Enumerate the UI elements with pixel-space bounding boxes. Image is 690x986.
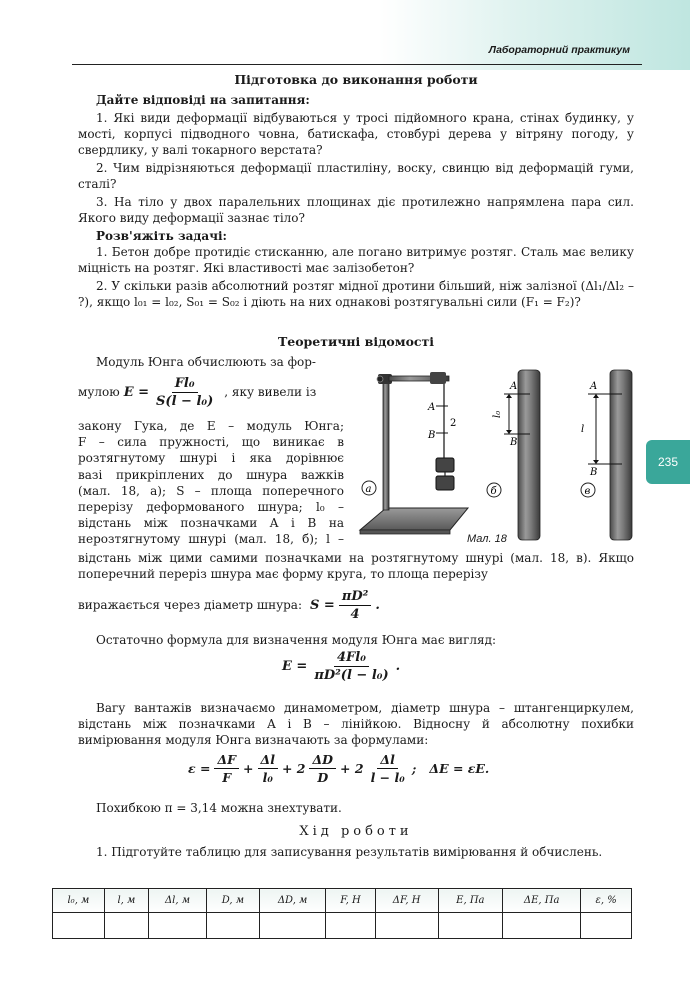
table-cell	[259, 913, 326, 939]
question-3: 3. На тіло у двох паралельних площинах діє протилежно напрямлена пара сил. Якого виду деформації зазнає тіло?	[78, 195, 634, 226]
figure-caption: Мал. 18	[467, 533, 507, 545]
table-cell	[207, 913, 260, 939]
header-band	[0, 0, 690, 70]
young-formula	[124, 376, 221, 409]
page-number-tab: 235	[646, 440, 690, 484]
header-rule	[72, 64, 642, 65]
arm-clamp	[430, 372, 446, 384]
question-2: 2. Чим відрізняються деформації пластиліну, воску, свинцю від деформацій гуми, сталі?	[78, 161, 634, 192]
final-formula-lhs: E =	[282, 659, 308, 674]
label-l0: l₀	[492, 410, 503, 418]
table-cell	[581, 913, 632, 939]
label-l: l	[581, 424, 585, 435]
table-cell	[326, 913, 375, 939]
question-1: 1. Які види деформації відбуваються у тросі підйомного крана, стінах будинку, у мості, корпусі підводного човна, батискафа, стовбурі дерева у вітряну погоду, у свердлику, у валі токарного верстата?	[78, 111, 634, 158]
area-formula	[310, 589, 380, 622]
final-numerator: 4Fl₀	[334, 650, 369, 667]
table-cell	[438, 913, 502, 939]
err-semicolon: ;	[411, 761, 430, 776]
area-formula-lhs: S =	[310, 597, 335, 613]
pi-note: Похибкою π = 3,14 можна знехтувати.	[96, 801, 342, 815]
theory-continuation: відстань між цими самими позначками на розтягнутому шнурі (мал. 18, в). Якщо поперечний переріз шнура має форму круга, то площа перерізу	[78, 551, 634, 582]
err-frac-2-num: Δl	[258, 752, 278, 769]
err-plus-2: + 2	[281, 761, 306, 776]
err-frac-1-num: ΔF	[214, 752, 239, 769]
task-1: 1. Бетон добре протидіє стисканню, але погано витримує розтяг. Сталь має велику міцність на розтяг. Які властивості має залізобетон?	[78, 245, 634, 276]
questions-heading: Дайте відповіді на запитання:	[96, 93, 310, 107]
l0-arrow-top	[506, 394, 512, 398]
table-header-cell: D, м	[207, 889, 260, 913]
clamp-screw	[377, 376, 383, 382]
weights-text: Вагу вантажів визначаємо динамометром, діаметр шнура – штангенциркулем, відстань між позначками A і B – лінійкою. Відносну й абсолютну похибки вимірювання модуля Юнга визначають за формулами:	[78, 701, 634, 748]
err-plus-1: +	[243, 761, 254, 776]
err-frac-3	[309, 752, 336, 785]
table-cell	[148, 913, 206, 939]
table-header-cell: E, Па	[438, 889, 502, 913]
err-frac-2	[258, 752, 278, 785]
area-numerator: πD²	[339, 589, 371, 606]
running-head: Лабораторний практикум	[488, 44, 630, 56]
section-title-preparation: Підготовка до виконання роботи	[234, 72, 478, 87]
body-line: (мал. 18, а); S – площа поперечного	[78, 483, 344, 498]
table-header-cell: ΔE, Па	[503, 889, 581, 913]
work-step-1: 1. Підготуйте таблицю для записування результатів вимірювання й обчислень.	[96, 845, 603, 859]
stand-base-edge	[360, 530, 450, 534]
table-header-cell: Δl, м	[148, 889, 206, 913]
theory-intro-line: Модуль Юнга обчислюють за фор-	[96, 355, 316, 369]
label-c-text: в	[584, 486, 591, 497]
label-b-left: B	[428, 430, 436, 441]
body-line: відстань між позначками A і B на	[78, 516, 344, 531]
err-tail: ΔE = εE.	[429, 761, 490, 776]
label-a-text: а	[365, 484, 372, 495]
err-lhs: ε =	[188, 761, 211, 776]
body-line: перерізу деформованого шнура; l₀ –	[78, 500, 344, 515]
final-formula	[282, 650, 400, 683]
theory-young-row	[78, 372, 348, 412]
table-header-cell: F, Н	[326, 889, 375, 913]
task-2: 2. У скільки разів абсолютний розтяг мідної дротини більший, ніж залізної (Δl₁/Δl₂ – ?), якщо l₀₁ = l₀₂, S₀₁ = S₀₂ і діють на них однакові розтягувальні сили (F₁ = F₂)?	[78, 279, 634, 310]
table-cell	[375, 913, 438, 939]
young-denominator: S(l − l₀)	[156, 393, 214, 409]
table-header-row	[53, 889, 632, 913]
weight-1	[436, 458, 454, 472]
label-a-left: A	[428, 402, 436, 413]
err-frac-1	[214, 752, 239, 785]
area-denominator: 4	[350, 606, 360, 622]
final-denominator: πD²(l − l₀)	[314, 668, 389, 683]
l0-arrow-bottom	[506, 430, 512, 434]
label-b-b: B	[510, 437, 518, 448]
error-formula	[188, 752, 489, 785]
young-formula-lhs: E =	[123, 384, 150, 400]
err-frac-1-den: F	[222, 770, 232, 785]
results-table	[52, 888, 632, 939]
err-frac-3-num: ΔD	[309, 752, 336, 769]
label-two: 2	[450, 418, 457, 429]
body-line: F – сила пружності, що виникає в	[78, 435, 344, 450]
final-text: Остаточно формула для визначення модуля Юнга має вигляд:	[96, 633, 497, 647]
table-cell	[53, 913, 105, 939]
theory-intro-right: , яку вивели із	[224, 385, 317, 399]
body-line: нерозтягнутому шнурі (мал. 18, б); l –	[78, 532, 344, 547]
table-row	[53, 913, 632, 939]
table-header-cell: l, м	[104, 889, 148, 913]
young-numerator: Fl₀	[172, 376, 198, 393]
table-cell	[104, 913, 148, 939]
label-b-text: б	[490, 486, 497, 497]
err-frac-2-den: l₀	[262, 770, 273, 785]
body-line: вазі прикріплених до шнура важків	[78, 467, 344, 482]
err-plus-3: + 2	[340, 761, 364, 776]
stand-base	[360, 508, 468, 530]
table-header-cell: ΔF, Н	[375, 889, 438, 913]
figure-18	[356, 358, 646, 548]
cord-cylinder-c	[610, 370, 632, 540]
area-text: виражається через діаметр шнура:	[78, 598, 303, 612]
section-title-theory: Теоретичні відомості	[277, 334, 435, 349]
theory-body-lines	[78, 418, 344, 548]
label-a-b: A	[510, 381, 518, 392]
final-period: .	[395, 659, 401, 674]
l-arrow-top	[593, 394, 599, 398]
area-row	[78, 584, 634, 626]
label-a-c: A	[590, 381, 598, 392]
body-line: розтягнутому шнурі і яка дорівнює	[78, 451, 344, 466]
err-frac-4-num: Δl	[377, 752, 397, 769]
cord-cylinder-b	[518, 370, 540, 540]
area-fraction	[339, 589, 371, 622]
table-header-cell: l₀, м	[53, 889, 105, 913]
weight-2	[436, 476, 454, 490]
theory-intro-left: мулою	[78, 385, 120, 399]
table-header-cell: ΔD, м	[259, 889, 326, 913]
tasks-heading: Розв'яжіть задачі:	[96, 229, 227, 243]
work-title: Хід роботи	[299, 824, 413, 839]
young-fraction	[153, 376, 216, 409]
body-line: закону Гука, де E – модуль Юнга;	[78, 419, 344, 433]
stand-rod	[383, 378, 389, 510]
l-arrow-bottom	[593, 460, 599, 464]
err-frac-3-den: D	[317, 770, 329, 785]
figure-18-drawing	[356, 358, 646, 548]
err-frac-4	[368, 752, 408, 785]
table-header-cell: ε, %	[581, 889, 632, 913]
err-frac-4-den: l − l₀	[370, 770, 405, 785]
label-b-c: B	[590, 467, 598, 478]
table-cell	[503, 913, 581, 939]
area-period: .	[375, 597, 380, 613]
final-fraction	[311, 650, 391, 683]
